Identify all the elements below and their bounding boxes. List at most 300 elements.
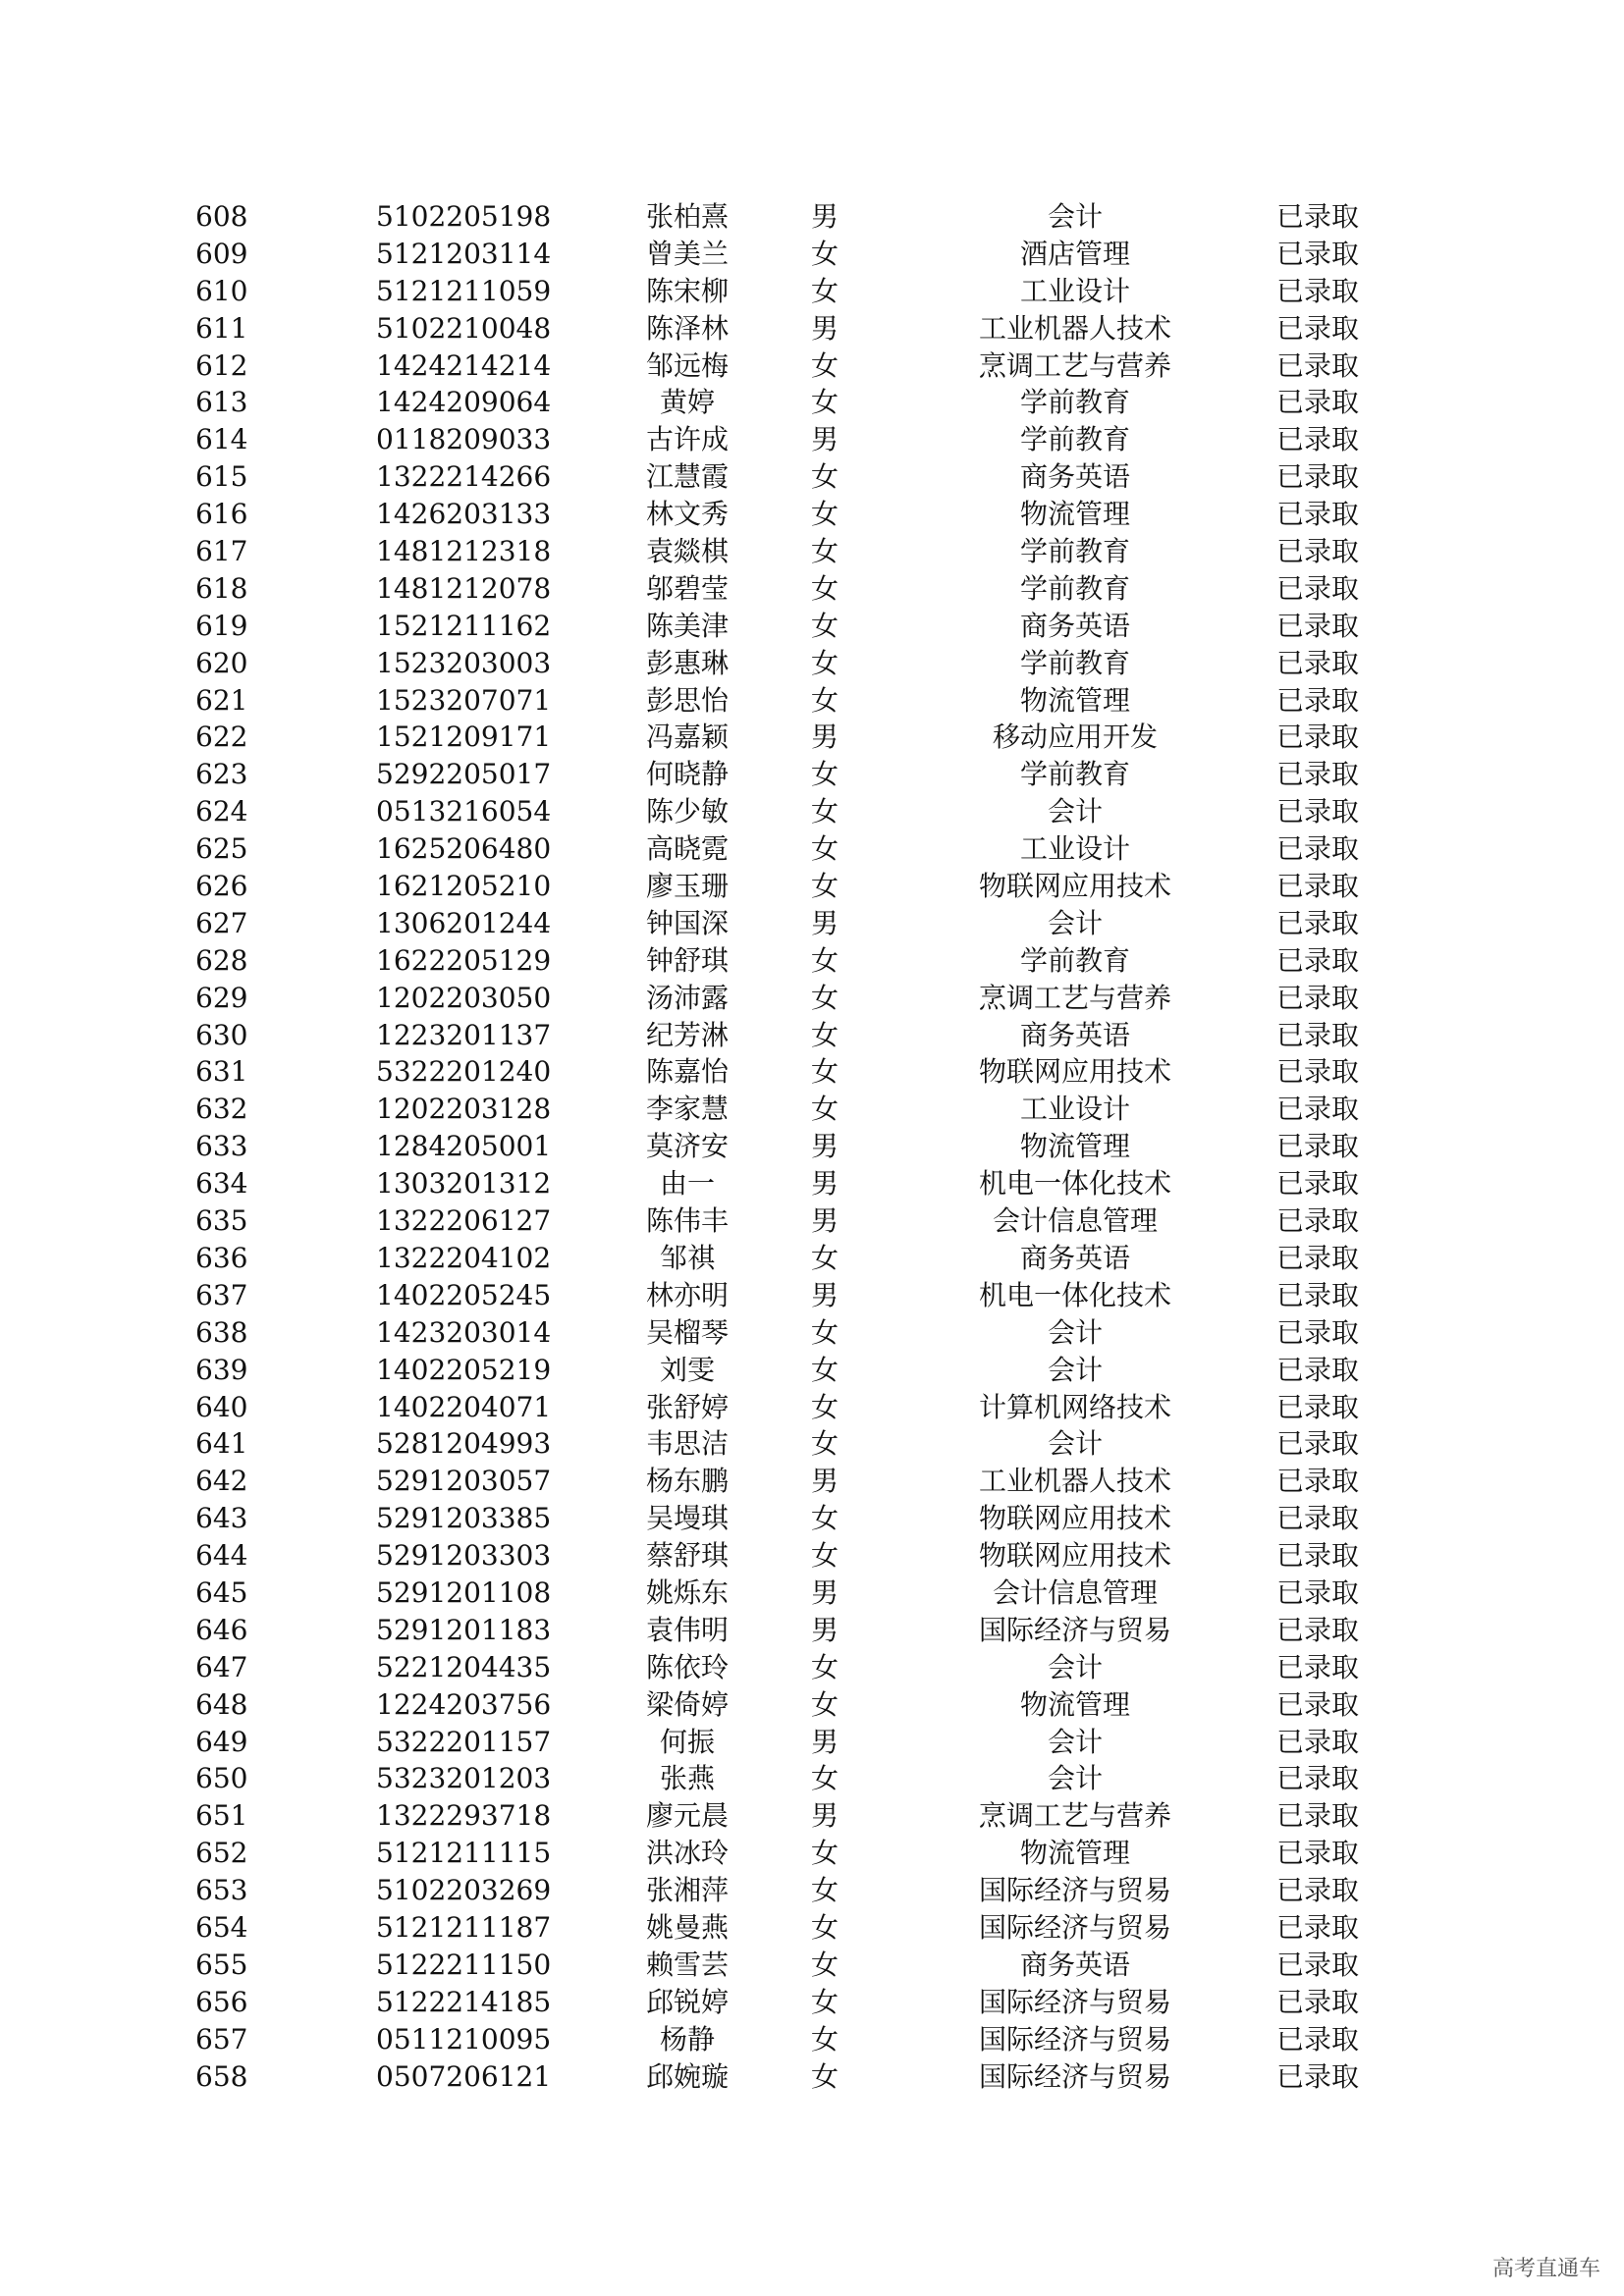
admission-status: 已录取 bbox=[1276, 2059, 1360, 2093]
gender: 女 bbox=[810, 609, 839, 642]
major: 工业设计 bbox=[1019, 274, 1130, 307]
major: 会计 bbox=[1047, 1353, 1103, 1386]
major: 工业机器人技术 bbox=[978, 311, 1171, 345]
row-number: 628 bbox=[195, 943, 248, 977]
gender: 男 bbox=[810, 1167, 839, 1201]
row-number: 644 bbox=[195, 1539, 248, 1573]
candidate-id: 1481212078 bbox=[376, 571, 552, 605]
admission-status: 已录取 bbox=[1276, 423, 1360, 456]
candidate-id: 1322204102 bbox=[376, 1241, 552, 1274]
student-name: 陈依玲 bbox=[645, 1650, 729, 1683]
admission-status: 已录取 bbox=[1276, 348, 1360, 382]
student-name: 彭思怡 bbox=[645, 683, 729, 717]
student-name: 林亦明 bbox=[645, 1278, 729, 1311]
major: 会计 bbox=[1047, 1725, 1103, 1758]
row-number: 639 bbox=[195, 1353, 248, 1386]
major: 学前教育 bbox=[1019, 386, 1130, 419]
row-number: 650 bbox=[195, 1762, 248, 1795]
admission-status: 已录取 bbox=[1276, 237, 1360, 270]
candidate-id: 1223201137 bbox=[376, 1018, 552, 1051]
admission-status: 已录取 bbox=[1276, 1167, 1360, 1201]
admission-status: 已录取 bbox=[1276, 1018, 1360, 1051]
candidate-id: 5121211187 bbox=[376, 1910, 552, 1944]
major: 国际经济与贸易 bbox=[978, 1613, 1171, 1646]
gender: 男 bbox=[810, 200, 839, 233]
candidate-id: 5322201240 bbox=[376, 1055, 552, 1089]
major: 工业设计 bbox=[1019, 1093, 1130, 1126]
candidate-id: 5121211115 bbox=[376, 1837, 552, 1870]
candidate-id: 0511210095 bbox=[376, 2022, 552, 2056]
student-name: 何晓静 bbox=[645, 758, 729, 791]
gender: 男 bbox=[810, 1613, 839, 1646]
student-name: 李家慧 bbox=[645, 1093, 729, 1126]
table-row bbox=[0, 1053, 1624, 1091]
candidate-id: 1402205219 bbox=[376, 1353, 552, 1386]
candidate-id: 1322293718 bbox=[376, 1799, 552, 1833]
admission-status: 已录取 bbox=[1276, 1985, 1360, 2018]
gender: 女 bbox=[810, 1241, 839, 1274]
candidate-id: 5221204435 bbox=[376, 1650, 552, 1683]
major: 商务英语 bbox=[1019, 1241, 1130, 1274]
major: 会计信息管理 bbox=[992, 1204, 1158, 1238]
row-number: 623 bbox=[195, 758, 248, 791]
table-row bbox=[0, 1835, 1624, 1872]
student-name: 张湘萍 bbox=[645, 1874, 729, 1907]
student-name: 袁伟明 bbox=[645, 1613, 729, 1646]
table-row bbox=[0, 2021, 1624, 2058]
admission-status: 已录取 bbox=[1276, 1837, 1360, 1870]
student-name: 蔡舒琪 bbox=[645, 1539, 729, 1573]
candidate-id: 1303201312 bbox=[376, 1167, 552, 1201]
table-row bbox=[0, 980, 1624, 1017]
gender: 女 bbox=[810, 1093, 839, 1126]
gender: 男 bbox=[810, 1130, 839, 1163]
candidate-id: 1423203014 bbox=[376, 1315, 552, 1349]
gender: 女 bbox=[810, 758, 839, 791]
gender: 女 bbox=[810, 870, 839, 903]
admission-status: 已录取 bbox=[1276, 1799, 1360, 1833]
major: 物流管理 bbox=[1019, 1130, 1130, 1163]
student-name: 陈嘉怡 bbox=[645, 1055, 729, 1089]
major: 工业机器人技术 bbox=[978, 1465, 1171, 1498]
candidate-id: 1481212318 bbox=[376, 535, 552, 568]
admission-status: 已录取 bbox=[1276, 386, 1360, 419]
table-row bbox=[0, 756, 1624, 793]
major: 会计 bbox=[1047, 200, 1103, 233]
table-row bbox=[0, 905, 1624, 942]
admission-status: 已录取 bbox=[1276, 1948, 1360, 1981]
admission-status: 已录取 bbox=[1276, 498, 1360, 531]
student-name: 陈美津 bbox=[645, 609, 729, 642]
major: 学前教育 bbox=[1019, 943, 1130, 977]
student-name: 刘雯 bbox=[659, 1353, 715, 1386]
gender: 女 bbox=[810, 498, 839, 531]
table-row bbox=[0, 347, 1624, 385]
admission-status: 已录取 bbox=[1276, 721, 1360, 754]
candidate-id: 1622205129 bbox=[376, 943, 552, 977]
row-number: 643 bbox=[195, 1502, 248, 1535]
candidate-id: 0118209033 bbox=[376, 423, 552, 456]
row-number: 657 bbox=[195, 2022, 248, 2056]
candidate-id: 1284205001 bbox=[376, 1130, 552, 1163]
student-name: 陈少敏 bbox=[645, 795, 729, 828]
table-row bbox=[0, 942, 1624, 980]
admission-status: 已录取 bbox=[1276, 832, 1360, 866]
table-row bbox=[0, 1240, 1624, 1277]
table-row bbox=[0, 793, 1624, 830]
admission-status: 已录取 bbox=[1276, 1874, 1360, 1907]
admission-status: 已录取 bbox=[1276, 1502, 1360, 1535]
admission-status: 已录取 bbox=[1276, 1130, 1360, 1163]
student-name: 钟国深 bbox=[645, 906, 729, 939]
admission-status: 已录取 bbox=[1276, 981, 1360, 1014]
row-number: 622 bbox=[195, 721, 248, 754]
candidate-id: 1424209064 bbox=[376, 386, 552, 419]
table-row bbox=[0, 421, 1624, 458]
candidate-id: 1306201244 bbox=[376, 906, 552, 939]
candidate-id: 5322201157 bbox=[376, 1725, 552, 1758]
admission-status: 已录取 bbox=[1276, 646, 1360, 679]
table-row bbox=[0, 1537, 1624, 1575]
gender: 女 bbox=[810, 1055, 839, 1089]
candidate-id: 1426203133 bbox=[376, 498, 552, 531]
candidate-id: 1202203128 bbox=[376, 1093, 552, 1126]
watermark: 高考直通车 bbox=[1491, 2257, 1600, 2281]
admission-status: 已录取 bbox=[1276, 274, 1360, 307]
table-row bbox=[0, 533, 1624, 570]
major: 学前教育 bbox=[1019, 646, 1130, 679]
candidate-id: 5122214185 bbox=[376, 1985, 552, 2018]
row-number: 649 bbox=[195, 1725, 248, 1758]
row-number: 651 bbox=[195, 1799, 248, 1833]
row-number: 609 bbox=[195, 237, 248, 270]
row-number: 634 bbox=[195, 1167, 248, 1201]
major: 商务英语 bbox=[1019, 460, 1130, 494]
gender: 女 bbox=[810, 274, 839, 307]
major: 物流管理 bbox=[1019, 498, 1130, 531]
row-number: 642 bbox=[195, 1465, 248, 1498]
row-number: 617 bbox=[195, 535, 248, 568]
gender: 女 bbox=[810, 1837, 839, 1870]
admission-status: 已录取 bbox=[1276, 1315, 1360, 1349]
table-row bbox=[0, 1091, 1624, 1128]
row-number: 626 bbox=[195, 870, 248, 903]
table-row bbox=[0, 645, 1624, 682]
major: 学前教育 bbox=[1019, 423, 1130, 456]
candidate-id: 5323201203 bbox=[376, 1762, 552, 1795]
student-name: 钟舒琪 bbox=[645, 943, 729, 977]
major: 烹调工艺与营养 bbox=[978, 348, 1171, 382]
gender: 男 bbox=[810, 721, 839, 754]
major: 物联网应用技术 bbox=[978, 1055, 1171, 1089]
major: 物流管理 bbox=[1019, 1837, 1130, 1870]
row-number: 637 bbox=[195, 1278, 248, 1311]
admission-status: 已录取 bbox=[1276, 906, 1360, 939]
candidate-id: 1521211162 bbox=[376, 609, 552, 642]
student-name: 洪冰玲 bbox=[645, 1837, 729, 1870]
table-row bbox=[0, 1389, 1624, 1426]
admission-status: 已录取 bbox=[1276, 1725, 1360, 1758]
student-name: 曾美兰 bbox=[645, 237, 729, 270]
admission-status: 已录取 bbox=[1276, 1093, 1360, 1126]
gender: 女 bbox=[810, 832, 839, 866]
admission-status: 已录取 bbox=[1276, 1278, 1360, 1311]
gender: 女 bbox=[810, 683, 839, 717]
gender: 女 bbox=[810, 1539, 839, 1573]
row-number: 615 bbox=[195, 460, 248, 494]
row-number: 655 bbox=[195, 1948, 248, 1981]
table-row bbox=[0, 1277, 1624, 1314]
row-number: 629 bbox=[195, 981, 248, 1014]
table-row bbox=[0, 1724, 1624, 1761]
major: 国际经济与贸易 bbox=[978, 1985, 1171, 2018]
row-number: 654 bbox=[195, 1910, 248, 1944]
student-name: 由一 bbox=[659, 1167, 715, 1201]
gender: 男 bbox=[810, 311, 839, 345]
row-number: 645 bbox=[195, 1575, 248, 1609]
major: 会计 bbox=[1047, 906, 1103, 939]
admission-status: 已录取 bbox=[1276, 683, 1360, 717]
gender: 女 bbox=[810, 2059, 839, 2093]
student-name: 陈泽林 bbox=[645, 311, 729, 345]
row-number: 627 bbox=[195, 906, 248, 939]
admissions-table bbox=[0, 198, 1624, 2095]
admission-status: 已录取 bbox=[1276, 943, 1360, 977]
major: 物联网应用技术 bbox=[978, 870, 1171, 903]
row-number: 640 bbox=[195, 1390, 248, 1423]
admission-status: 已录取 bbox=[1276, 200, 1360, 233]
gender: 男 bbox=[810, 423, 839, 456]
major: 物流管理 bbox=[1019, 1687, 1130, 1721]
gender: 男 bbox=[810, 1465, 839, 1498]
table-row bbox=[0, 1425, 1624, 1463]
major: 移动应用开发 bbox=[992, 721, 1158, 754]
major: 物联网应用技术 bbox=[978, 1539, 1171, 1573]
admission-status: 已录取 bbox=[1276, 1687, 1360, 1721]
row-number: 619 bbox=[195, 609, 248, 642]
table-row bbox=[0, 496, 1624, 533]
table-row bbox=[0, 682, 1624, 720]
gender: 女 bbox=[810, 1427, 839, 1461]
gender: 男 bbox=[810, 1278, 839, 1311]
gender: 女 bbox=[810, 1353, 839, 1386]
admission-status: 已录取 bbox=[1276, 2022, 1360, 2056]
student-name: 姚烁东 bbox=[645, 1575, 729, 1609]
student-name: 韦思洁 bbox=[645, 1427, 729, 1461]
gender: 女 bbox=[810, 646, 839, 679]
table-row bbox=[0, 1352, 1624, 1389]
table-row bbox=[0, 310, 1624, 347]
table-row bbox=[0, 236, 1624, 273]
admission-status: 已录取 bbox=[1276, 609, 1360, 642]
student-name: 莫济安 bbox=[645, 1130, 729, 1163]
student-name: 古许成 bbox=[645, 423, 729, 456]
admission-status: 已录取 bbox=[1276, 758, 1360, 791]
row-number: 611 bbox=[195, 311, 248, 345]
major: 物流管理 bbox=[1019, 683, 1130, 717]
gender: 男 bbox=[810, 1575, 839, 1609]
admission-status: 已录取 bbox=[1276, 1055, 1360, 1089]
admission-status: 已录取 bbox=[1276, 870, 1360, 903]
table-row bbox=[0, 1202, 1624, 1240]
gender: 女 bbox=[810, 1018, 839, 1051]
row-number: 653 bbox=[195, 1874, 248, 1907]
admission-status: 已录取 bbox=[1276, 1241, 1360, 1274]
student-name: 邹远梅 bbox=[645, 348, 729, 382]
table-row bbox=[0, 1909, 1624, 1947]
candidate-id: 0507206121 bbox=[376, 2059, 552, 2093]
table-row bbox=[0, 198, 1624, 236]
gender: 女 bbox=[810, 1762, 839, 1795]
major: 机电一体化技术 bbox=[978, 1167, 1171, 1201]
table-row bbox=[0, 1575, 1624, 1612]
major: 学前教育 bbox=[1019, 758, 1130, 791]
major: 会计 bbox=[1047, 1762, 1103, 1795]
table-row bbox=[0, 1500, 1624, 1537]
gender: 男 bbox=[810, 1799, 839, 1833]
student-name: 江慧霞 bbox=[645, 460, 729, 494]
gender: 男 bbox=[810, 1204, 839, 1238]
major: 计算机网络技术 bbox=[978, 1390, 1171, 1423]
row-number: 613 bbox=[195, 386, 248, 419]
major: 会计 bbox=[1047, 1650, 1103, 1683]
row-number: 621 bbox=[195, 683, 248, 717]
major: 烹调工艺与营养 bbox=[978, 981, 1171, 1014]
gender: 女 bbox=[810, 1390, 839, 1423]
row-number: 620 bbox=[195, 646, 248, 679]
student-name: 黄婷 bbox=[659, 386, 715, 419]
gender: 女 bbox=[810, 1874, 839, 1907]
candidate-id: 0513216054 bbox=[376, 795, 552, 828]
student-name: 廖玉珊 bbox=[645, 870, 729, 903]
row-number: 656 bbox=[195, 1985, 248, 2018]
gender: 女 bbox=[810, 460, 839, 494]
candidate-id: 5121211059 bbox=[376, 274, 552, 307]
table-row bbox=[0, 1797, 1624, 1835]
student-name: 梁倚婷 bbox=[645, 1687, 729, 1721]
gender: 女 bbox=[810, 386, 839, 419]
admission-status: 已录取 bbox=[1276, 1762, 1360, 1795]
student-name: 陈伟丰 bbox=[645, 1204, 729, 1238]
row-number: 648 bbox=[195, 1687, 248, 1721]
student-name: 彭惠琳 bbox=[645, 646, 729, 679]
row-number: 652 bbox=[195, 1837, 248, 1870]
admission-status: 已录取 bbox=[1276, 1650, 1360, 1683]
student-name: 杨静 bbox=[659, 2022, 715, 2056]
candidate-id: 1521209171 bbox=[376, 721, 552, 754]
admission-status: 已录取 bbox=[1276, 1465, 1360, 1498]
candidate-id: 1402204071 bbox=[376, 1390, 552, 1423]
gender: 女 bbox=[810, 943, 839, 977]
admission-status: 已录取 bbox=[1276, 1353, 1360, 1386]
gender: 女 bbox=[810, 1502, 839, 1535]
gender: 女 bbox=[810, 348, 839, 382]
table-row bbox=[0, 1686, 1624, 1724]
admission-status: 已录取 bbox=[1276, 571, 1360, 605]
table-row bbox=[0, 273, 1624, 310]
table-row bbox=[0, 1760, 1624, 1797]
student-name: 张舒婷 bbox=[645, 1390, 729, 1423]
table-row bbox=[0, 868, 1624, 905]
row-number: 646 bbox=[195, 1613, 248, 1646]
admission-status: 已录取 bbox=[1276, 460, 1360, 494]
student-name: 廖元晨 bbox=[645, 1799, 729, 1833]
gender: 女 bbox=[810, 2022, 839, 2056]
row-number: 633 bbox=[195, 1130, 248, 1163]
candidate-id: 5102203269 bbox=[376, 1874, 552, 1907]
candidate-id: 1523207071 bbox=[376, 683, 552, 717]
major: 会计信息管理 bbox=[992, 1575, 1158, 1609]
gender: 女 bbox=[810, 571, 839, 605]
major: 商务英语 bbox=[1019, 1018, 1130, 1051]
candidate-id: 1402205245 bbox=[376, 1278, 552, 1311]
major: 国际经济与贸易 bbox=[978, 2059, 1171, 2093]
table-row bbox=[0, 1165, 1624, 1202]
major: 商务英语 bbox=[1019, 609, 1130, 642]
admission-status: 已录取 bbox=[1276, 1427, 1360, 1461]
student-name: 陈宋柳 bbox=[645, 274, 729, 307]
student-name: 林文秀 bbox=[645, 498, 729, 531]
table-row bbox=[0, 1872, 1624, 1909]
row-number: 616 bbox=[195, 498, 248, 531]
gender: 女 bbox=[810, 981, 839, 1014]
table-row bbox=[0, 1463, 1624, 1500]
major: 国际经济与贸易 bbox=[978, 1910, 1171, 1944]
candidate-id: 5281204993 bbox=[376, 1427, 552, 1461]
candidate-id: 5291203385 bbox=[376, 1502, 552, 1535]
table-row bbox=[0, 2058, 1624, 2096]
student-name: 纪芳淋 bbox=[645, 1018, 729, 1051]
admission-status: 已录取 bbox=[1276, 795, 1360, 828]
candidate-id: 5292205017 bbox=[376, 758, 552, 791]
row-number: 630 bbox=[195, 1018, 248, 1051]
candidate-id: 1224203756 bbox=[376, 1687, 552, 1721]
major: 工业设计 bbox=[1019, 832, 1130, 866]
table-row bbox=[0, 384, 1624, 421]
gender: 女 bbox=[810, 1948, 839, 1981]
major: 国际经济与贸易 bbox=[978, 1874, 1171, 1907]
row-number: 641 bbox=[195, 1427, 248, 1461]
student-name: 吴墁琪 bbox=[645, 1502, 729, 1535]
table-row bbox=[0, 1314, 1624, 1352]
candidate-id: 1621205210 bbox=[376, 870, 552, 903]
major: 酒店管理 bbox=[1019, 237, 1130, 270]
student-name: 姚曼燕 bbox=[645, 1910, 729, 1944]
candidate-id: 5291203303 bbox=[376, 1539, 552, 1573]
candidate-id: 5102210048 bbox=[376, 311, 552, 345]
major: 机电一体化技术 bbox=[978, 1278, 1171, 1311]
row-number: 610 bbox=[195, 274, 248, 307]
major: 会计 bbox=[1047, 1315, 1103, 1349]
row-number: 614 bbox=[195, 423, 248, 456]
gender: 女 bbox=[810, 237, 839, 270]
student-name: 何振 bbox=[659, 1725, 715, 1758]
admission-status: 已录取 bbox=[1276, 535, 1360, 568]
gender: 女 bbox=[810, 1985, 839, 2018]
table-row bbox=[0, 1984, 1624, 2021]
major: 会计 bbox=[1047, 795, 1103, 828]
table-row bbox=[0, 719, 1624, 756]
row-number: 658 bbox=[195, 2059, 248, 2093]
major: 学前教育 bbox=[1019, 535, 1130, 568]
row-number: 625 bbox=[195, 832, 248, 866]
table-row bbox=[0, 1649, 1624, 1686]
student-name: 邹祺 bbox=[659, 1241, 715, 1274]
gender: 女 bbox=[810, 1650, 839, 1683]
table-row bbox=[0, 1947, 1624, 1984]
candidate-id: 1202203050 bbox=[376, 981, 552, 1014]
gender: 女 bbox=[810, 1910, 839, 1944]
